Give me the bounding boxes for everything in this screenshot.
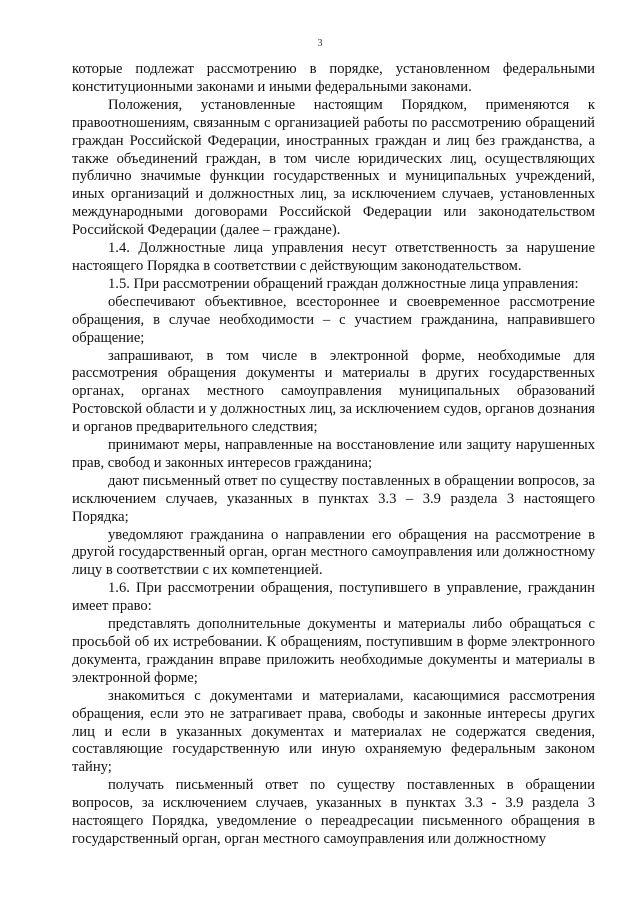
paragraph: дают письменный ответ по существу поставленных в обращении вопросов, за исключением случаев, указанных в пунктах 3.3 – 3.9 раздела 3 настоящего Порядка; xyxy=(72,472,595,525)
paragraph: 1.5. При рассмотрении обращений граждан должностные лица управления: xyxy=(108,275,579,292)
paragraph: принимают меры, направленные на восстановление или защиту нарушенных прав, свобод и законных интересов гражданина; xyxy=(72,437,595,471)
paragraph: которые подлежат рассмотрению в порядке, установленном федеральными конституционными законами и иными федеральными законами. xyxy=(72,61,595,95)
paragraph: представлять дополнительные документы и материалы либо обращаться с просьбой об их истребовании. К обращениям, поступившим в форме электронного документа, гражданин вправе приложить необходимые документы и материалы в электронной форме; xyxy=(72,616,595,686)
paragraph: уведомляют гражданина о направлении его обращения на рассмотрение в другой государственный орган, орган местного самоуправления или должностному лицу в соответствии с их компетенцией. xyxy=(72,526,595,579)
paragraph: 1.6. При рассмотрении обращения, поступившего в управление, гражданин имеет право: xyxy=(72,580,595,615)
paragraph: обеспечивают объективное, всестороннее и своевременное рассмотрение обращения, в случае необходимости – с участием гражданина, направившего обращение; xyxy=(72,293,595,346)
paragraph: получать письменный ответ по существу поставленных в обращении вопросов, за исключением случаев, указанных в пунктах 3.3 - 3.9 раздела 3 настоящего Порядка, уведомление о переадресации письменного обращения в государственный орган, орган местного самоуправления или должностному xyxy=(72,777,595,847)
paragraph: знакомиться с документами и материалами, касающимися рассмотрения обращения, если это не затрагивает права, свободы и законные интересы других лиц и если в указанных документах и материалах не содержатся сведения, составляющие государственную или иную охраняемую федеральным законом тайну; xyxy=(72,687,595,776)
paragraph: запрашивают, в том числе в электронной форме, необходимые для рассмотрения обращения документы и материалы в других государственных органах, органах местного самоуправления муниципальных образований Ростовской области и у должностных лиц, за исключением судов, органов дознания и органов предварительного следствия; xyxy=(72,347,595,436)
page-number: 3 xyxy=(317,38,323,49)
paragraph: 1.4. Должностные лица управления несут ответственность за нарушение настоящего Порядка в соответствии с действующим законодательством. xyxy=(72,240,595,274)
paragraph: Положения, установленные настоящим Порядком, применяются к правоотношениям, связанным с организацией работы по рассмотрению обращений граждан Российской Федерации, иностранных граждан и лиц без гражданства, а также объединений граждан, в том числе юридических лиц, осуществляющих публично значимые функции государственных и муниципальных учреждений, иных организаций и должностных лиц, за исключением случаев, установленных международными договорами Российской Федерации или законодательством Российской Федерации (далее – граждане). xyxy=(72,96,595,239)
document-body xyxy=(72,61,595,849)
